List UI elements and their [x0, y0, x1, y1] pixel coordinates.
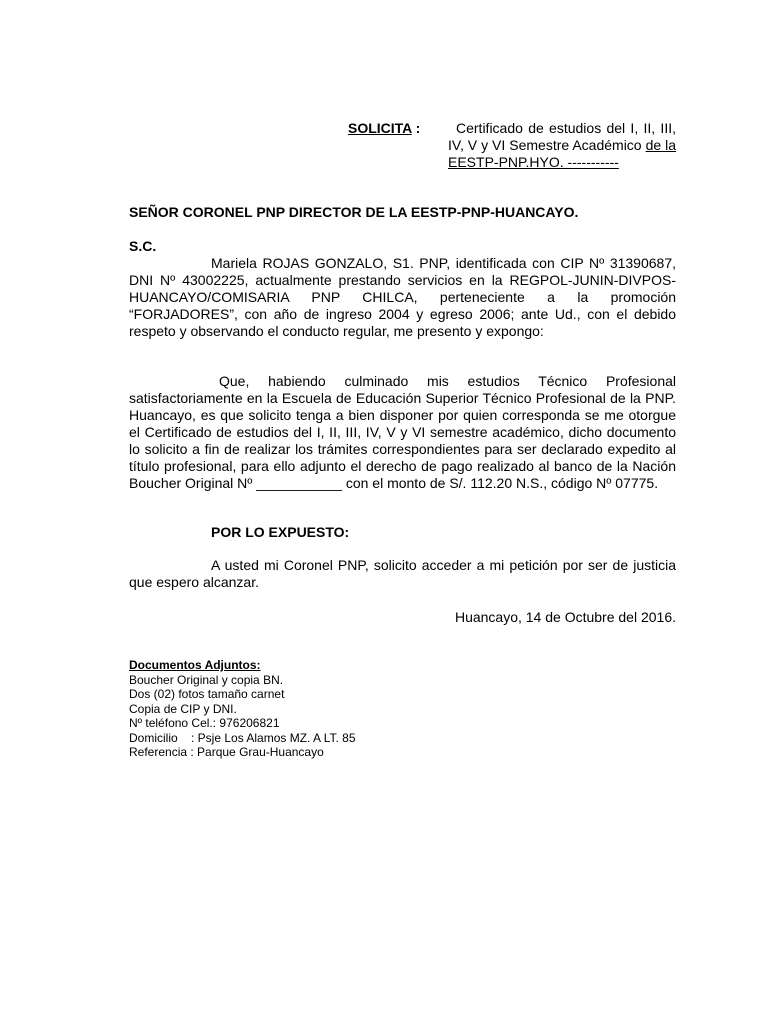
solicita-colon: :: [411, 120, 421, 136]
date-line: Huancayo, 14 de Octubre del 2016.: [454, 609, 676, 625]
attachment-item: Dos (02) fotos tamaño carnet: [129, 687, 285, 701]
attachments-list: [129, 658, 356, 760]
request-subject-part1: Certificado de estudios del I, II, III, IV, V y VI Semestre Académico: [448, 120, 676, 153]
solicita-label: [348, 120, 420, 137]
attachment-item: Referencia : Parque Grau-Huancayo: [129, 745, 324, 759]
attachment-item: Nº teléfono Cel.: 976206821: [129, 716, 280, 730]
por-lo-expuesto-heading: POR LO EXPUESTO:: [211, 524, 350, 540]
attachment-item: Domicilio : Psje Los Alamos MZ. A LT. 85: [129, 730, 356, 745]
paragraph-introduction: Mariela ROJAS GONZALO, S1. PNP, identificada con CIP Nº 31390687, DNI Nº 43002225, actualmente prestando servicios en la REGPOL-JUNIN-DIVPOS-HUANCAYO/COMISARIA PNP CHILCA, perteneciente a la promoción “FORJADORES”, con año de ingreso 2004 y egreso 2006; ante Ud., con el debido respeto y observando el conducto regular, me presento y expongo:: [129, 255, 676, 339]
request-subject-part2: de la EESTP-PNP.HYO. -----------: [448, 137, 676, 170]
attachments-title: Documentos Adjuntos:: [129, 658, 261, 672]
attachment-item: Boucher Original y copia BN.: [129, 672, 284, 687]
paragraph-request: Que, habiendo culminado mis estudios Técnico Profesional satisfactoriamente en la Escuela de Educación Superior Técnico Profesional de la PNP. Huancayo, es que solicito tenga a bien disponer por quien corresponda se me otorgue el Certificado de estudios del I, II, III, IV, V y VI semestre académico, dicho documento lo solicito a fin de realizar los trámites correspondientes para ser declarado expedito al título profesional, para ello adjunto el derecho de pago realizado al banco de la Nación Boucher Original Nº ___________ con el monto de S/. 112.20 N.S., código Nº 07775.: [129, 373, 676, 491]
attachment-item: Copia de CIP y DNI.: [129, 701, 237, 716]
request-subject: [448, 120, 676, 171]
addressee: SEÑOR CORONEL PNP DIRECTOR DE LA EESTP-PNP-HUANCAYO.: [129, 204, 579, 220]
salutation: S.C.: [129, 238, 157, 254]
solicita-word: SOLICITA: [348, 120, 412, 136]
paragraph-closing: A usted mi Coronel PNP, solicito acceder a mi petición por ser de justicia que espero alcanzar.: [129, 557, 676, 590]
